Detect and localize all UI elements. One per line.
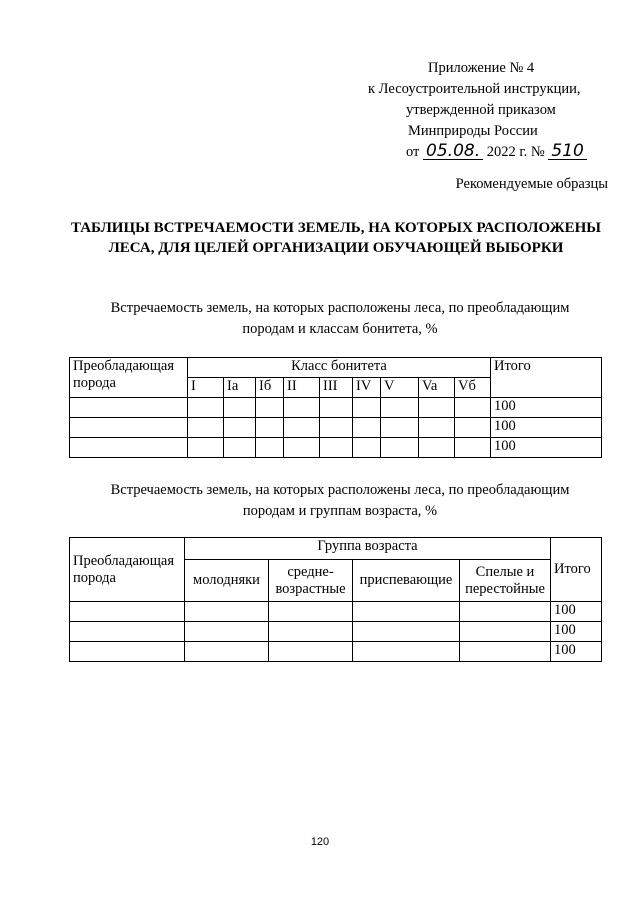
appendix-block [368,58,608,163]
table1-caption-line-1: Встречаемость земель, на которых расположены леса, по преобладающим [110,300,570,316]
age-group-header: средне-возрастные [269,560,353,602]
table2-caption-line-2: породам и группам возраста, % [242,503,438,519]
table-row [70,438,602,458]
class-header: Vб [455,378,491,398]
total-cell: 100 [491,398,602,418]
age-group-header: Спелые и перестойные [460,560,551,602]
table-row [70,418,602,438]
col-total: Итого [551,538,602,602]
appendix-line-2: к Лесоустроительной инструкции, [368,81,581,97]
recommended-samples-label: Рекомендуемые образцы [455,176,608,192]
handwritten-number: 510 [548,143,586,160]
from-label: от [406,144,420,160]
appendix-date-line [368,142,608,163]
handwritten-date: 05.08. [423,143,483,160]
group-header-age: Группа возраста [185,538,551,560]
table2-caption-line-1: Встречаемость земель, на которых расположены леса, по преобладающим [110,482,570,498]
total-cell: 100 [551,602,602,622]
table-row [70,622,602,642]
age-group-table [69,537,602,662]
table-row [70,602,602,622]
total-cell: 100 [551,642,602,662]
document-title: ТАБЛИЦЫ ВСТРЕЧАЕМОСТИ ЗЕМЕЛЬ, НА КОТОРЫХ РАСПОЛОЖЕНЫ ЛЕСА, ДЛЯ ЦЕЛЕЙ ОРГАНИЗАЦИИ ОБУЧАЮЩЕЙ ВЫБОРКИ [70,220,602,256]
class-header: Ia [224,378,256,398]
class-header: Va [419,378,455,398]
group-header-site-class: Класс бонитета [188,358,491,378]
table-row [70,642,602,662]
class-header: Iб [256,378,284,398]
table1-caption [60,298,620,340]
col-species: Преобладающая порода [70,358,188,398]
class-header: IV [353,378,381,398]
class-header: III [320,378,353,398]
class-header: V [381,378,419,398]
total-cell: 100 [491,438,602,458]
appendix-line-1: Приложение № 4 [428,60,535,76]
page-number: 120 [310,836,330,848]
class-header: I [188,378,224,398]
table1-caption-line-2: породам и классам бонитета, % [242,321,438,337]
class-header: II [284,378,320,398]
table-row [70,398,602,418]
year-text: 2022 г. № [486,144,545,160]
appendix-line-4: Минприроды России [408,123,538,139]
table2-caption [60,480,620,522]
total-cell: 100 [551,622,602,642]
appendix-line-3: утвержденной приказом [406,102,556,118]
age-group-header: молодняки [185,560,269,602]
total-cell: 100 [491,418,602,438]
col-species: Преобладающая порода [70,538,185,602]
site-class-table [69,357,602,458]
age-group-header: приспевающие [353,560,460,602]
col-total: Итого [491,358,602,398]
